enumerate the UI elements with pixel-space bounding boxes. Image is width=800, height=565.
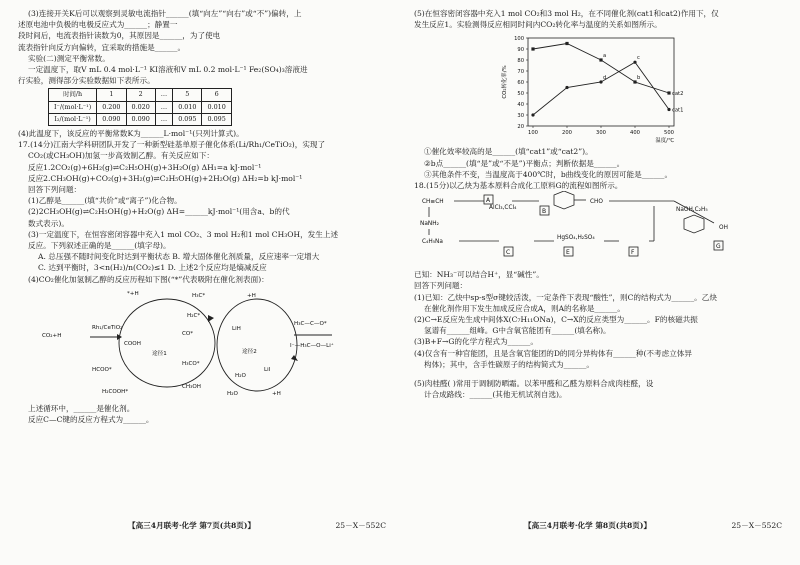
text-line: 流表指针向反方向偏转，宜采取的措施是______。 — [18, 42, 186, 52]
cycle-species: H₃C—C—O* — [294, 320, 327, 327]
cycle-species: +H — [247, 292, 256, 299]
footer-title: 【高三4月联考·化学 第8页(共8页)】 — [524, 521, 652, 530]
text-line: 述原电池中负极的电极反应式为______；静置一 — [18, 20, 178, 30]
text-line: 上述循环中，______是催化剂。 — [28, 403, 135, 413]
table-cell: 6 — [202, 89, 231, 101]
scheme-box-f: F — [631, 249, 635, 257]
table-cell: 0.010 — [173, 101, 202, 113]
text-line: 反应2.CH₃OH(g)+CO₂(g)+3H₂(g)⇌C₂H₅OH(g)+2H₂O(g) ΔH₂=b kJ·mol⁻¹ — [28, 173, 303, 183]
data-point-cat2 — [531, 48, 534, 51]
cycle-path2-label: 途径2 — [242, 348, 257, 355]
cycle-species: H₂C* — [187, 312, 201, 319]
scheme-reagent: AlCl₃,CCl₄ — [489, 205, 517, 212]
data-point-cat1 — [565, 86, 568, 89]
scheme-reagent: NaOH,C₂H₅ — [676, 207, 708, 214]
cycle-species: CH₃OH — [182, 383, 201, 390]
table-cell: 1 — [97, 89, 126, 101]
text-line: 回答下列问题： — [28, 185, 82, 195]
scheme-box-a: A — [486, 197, 491, 205]
text-line: 计合成路线：______(其他无机试剂自选)。 — [424, 390, 567, 400]
data-point-cat2 — [565, 42, 568, 45]
table-cell: I⁻/(mol·L⁻¹) — [49, 101, 97, 113]
text-line: 实验(二)测定平衡常数。 — [28, 53, 110, 63]
table-cell: 5 — [173, 89, 202, 101]
data-point-cat1 — [667, 108, 670, 111]
y-tick-label: 80 — [517, 58, 524, 65]
text-line: 行实验，测得部分实验数据如下表所示。 — [18, 76, 155, 86]
table-row — [49, 113, 232, 125]
y-tick-label: 20 — [517, 124, 524, 131]
left-page — [18, 8, 386, 528]
conversion-chart — [494, 30, 714, 146]
x-tick-label: 300 — [596, 130, 606, 137]
cycle-species: H₃CO* — [182, 360, 200, 367]
footer-title: 【高三4月联考·化学 第7页(共8页)】 — [128, 521, 256, 530]
text-line: (3)B+F→G的化学方程式为______。 — [414, 337, 538, 347]
y-tick-label: 100 — [514, 36, 524, 43]
cycle-species: H₂O — [235, 372, 246, 379]
scheme-oh: OH — [719, 225, 728, 232]
footer-code: 25－X－552C — [335, 521, 386, 530]
table-cell: I₂/(mol·L⁻¹) — [49, 113, 97, 125]
text-line: (2)2CH₃OH(g)⇌C₂H₅OH(g)+H₂O(g) ΔH=______kJ·mol⁻¹(用含a、b的代 — [28, 207, 290, 217]
table-cell: 2 — [126, 89, 155, 101]
text-line: (4)仅含有一种官能团，且是含氧官能团的D的同分异构体有______种(不考虑立体异 — [414, 348, 692, 358]
cycle-species: +H — [272, 390, 281, 397]
text-line: (2)C→E反应先生成中间体X(C₇H₁₁ONa)，C→X的反应类型为______。F的核磁共振 — [414, 315, 698, 325]
series-line-cat1 — [533, 63, 669, 116]
scheme-box-g: G — [716, 243, 721, 251]
point-annotation: b — [637, 75, 641, 82]
table-header-row — [49, 89, 232, 101]
text-line: 反应。下列叙述正确的是______(填字母)。 — [28, 241, 171, 251]
y-tick-label: 50 — [517, 91, 524, 98]
table-cell: … — [155, 89, 172, 101]
cycle-species: H₂O — [227, 390, 238, 397]
cycle-species: LiI — [264, 366, 271, 373]
text-line: (1)乙醇是______(填“共价”或“离子”)化合物。 — [28, 196, 182, 206]
text-line: (5)肉桂醛( )常用于调制防晒霜。以苯甲醛和乙醛为原料合成肉桂醛，设 — [414, 379, 654, 389]
table-cell: 0.090 — [97, 113, 126, 125]
cycle-species: *+H — [127, 290, 139, 297]
table-cell: 时间/h — [49, 89, 97, 101]
cycle-species: COOH — [124, 340, 141, 347]
table-cell: … — [155, 101, 172, 113]
scheme-cho: CHO — [590, 199, 603, 206]
text-line: 段时间后，电流表指针读数为0，其原因是______，为了使电 — [18, 31, 221, 41]
cycle-path1-label: 途径1 — [152, 350, 167, 357]
y-axis-label: CO₂转化率/% — [502, 65, 508, 100]
table-cell: 0.020 — [126, 101, 155, 113]
x-tick-label: 100 — [528, 130, 538, 137]
text-line: 反应C—C键的反应方程式为______。 — [28, 415, 154, 425]
series-label: cat2 — [672, 91, 684, 98]
cycle-species: CO* — [182, 330, 194, 337]
scheme-box-c: C — [506, 249, 511, 257]
text-line: (1)已知：乙炔中sp-s型σ键较活泼，一定条件下表现“酸性”，则C的结构式为______。乙炔 — [414, 292, 717, 302]
series-line-cat2 — [533, 44, 669, 94]
footer-code: 25－X－552C — [731, 521, 782, 530]
x-tick-label: 200 — [562, 130, 572, 137]
scheme-start: CH≡CH — [422, 199, 444, 206]
table-cell: 0.010 — [202, 101, 231, 113]
x-axis-label: 温度/℃ — [655, 138, 674, 145]
text-line: 数式表示)。 — [28, 218, 69, 228]
table-row — [49, 101, 232, 113]
text-line: 一定温度下，取V mL 0.4 mol·L⁻¹ KI溶液和V mL 0.2 mol·L⁻¹ Fe₂(SO₄)₃溶液进 — [28, 65, 308, 75]
y-tick-label: 60 — [517, 80, 524, 87]
text-line: 17.(14分)江南大学科研团队开发了一种新型硅基单原子催化体系(Li/Rh₁/CeTiO₂)，实现了 — [18, 140, 326, 150]
scheme-nh2: NaNH₂ — [420, 221, 439, 228]
table-cell: 0.095 — [202, 113, 231, 125]
y-tick-label: 90 — [517, 47, 524, 54]
text-line: ②b点______(填“是”或“不是”)平衡点；判断依据是______。 — [424, 158, 625, 168]
text-line: CO₂(或CH₃OH)加氢一步高效制乙醇。有关反应如下： — [28, 151, 215, 161]
text-line: C. 达到平衡时，3<n(H₂)/n(CO₂)≤1 D. 上述2个反应均是熵减反应 — [38, 263, 267, 273]
cycle-species: LiH — [232, 325, 241, 332]
text-line: 氢谱有______组峰。G中含氧官能团有______(填名称)。 — [424, 326, 611, 336]
scheme-box-e: E — [566, 249, 570, 257]
text-line: (3)连接开关K后可以观察到灵敏电流指针______(填“向左”“向右”或“不”)偏转，上 — [28, 9, 302, 18]
scheme-box-b: B — [542, 208, 547, 216]
synthesis-scheme — [414, 191, 764, 269]
series-label: cat1 — [672, 107, 684, 114]
cycle-species: H₃C* — [192, 292, 206, 299]
cycle-species: I⁻—H₃C—O—Li⁺ — [290, 342, 334, 349]
text-line: (5)在恒容密闭容器中充入1 mol CO₂和3 mol H₂，在不同催化剂(cat1和cat2)作用下，仅 — [414, 9, 719, 18]
text-line: 反应1.2CO₂(g)+6H₂(g)⇌C₂H₅OH(g)+3H₂O(g) ΔH₁=a kJ·mol⁻¹ — [28, 162, 262, 172]
data-table — [48, 88, 232, 126]
point-annotation: c — [637, 55, 640, 62]
y-tick-label: 70 — [517, 69, 524, 76]
text-line: ①催化效率较高的是______(填“cat1”或“cat2”)。 — [424, 147, 593, 157]
table-cell: 0.095 — [173, 113, 202, 125]
cycle-species: H₂COOH* — [102, 388, 129, 395]
data-point-cat1 — [531, 114, 534, 117]
text-line: A. 总压强不随时间变化时达到平衡状态 B. 增大固体催化剂质量，反应速率一定增大 — [38, 252, 320, 262]
cycle-species: CO₂+H — [42, 332, 62, 339]
y-tick-label: 30 — [517, 113, 524, 120]
text-line: 在催化剂作用下发生加成反应合成A，则A的名称是______。 — [424, 303, 625, 313]
x-tick-label: 500 — [664, 130, 674, 137]
data-point-cat2 — [667, 92, 670, 95]
text-line: 18.(15分)以乙炔为基本原料合成化工原料G的流程如图所示。 — [414, 181, 623, 191]
cycle-catalyst: Rh₁/CeTiO₂ — [92, 324, 123, 331]
text-line: ③其他条件不变，当温度高于400℃时，b曲线变化的原因可能是______。 — [424, 169, 673, 179]
scheme-reagent: HgSO₄,H₂SO₄ — [557, 235, 595, 242]
text-line: (4)此温度下，该反应的平衡常数K为______L·mol⁻¹(只列计算式)。 — [18, 129, 244, 139]
text-line: 回答下列问题： — [414, 281, 468, 291]
right-page — [414, 8, 782, 528]
text-line: 已知：NH₃⁻可以结合H⁺，显“碱性”。 — [414, 270, 544, 280]
table-cell: … — [155, 113, 172, 125]
point-annotation: d — [603, 75, 607, 82]
cycle-species: HCOO* — [92, 366, 112, 373]
text-line: 构体)；其中，含手性碳原子的结构简式为______。 — [424, 359, 595, 369]
scheme-c4h5na: C₄H₅Na — [422, 239, 443, 246]
reaction-cycle-diagram — [32, 285, 372, 403]
x-tick-label: 400 — [630, 130, 640, 137]
table-cell: 0.200 — [97, 101, 126, 113]
text-line: (4)CO₂催化加氢制乙醇的反应历程如下图(“*”代表吸附在催化剂表面)： — [28, 274, 269, 284]
text-line: 发生反应1。实验测得反应相同时间内CO₂转化率与温度的关系如图所示。 — [414, 20, 662, 30]
text-line: (3)一定温度下，在恒容密闭容器中充入1 mol CO₂、3 mol H₂和1 mol CH₃OH，发生上述 — [28, 229, 339, 239]
y-tick-label: 40 — [517, 102, 524, 109]
table-cell: 0.090 — [126, 113, 155, 125]
point-annotation: a — [603, 53, 607, 60]
